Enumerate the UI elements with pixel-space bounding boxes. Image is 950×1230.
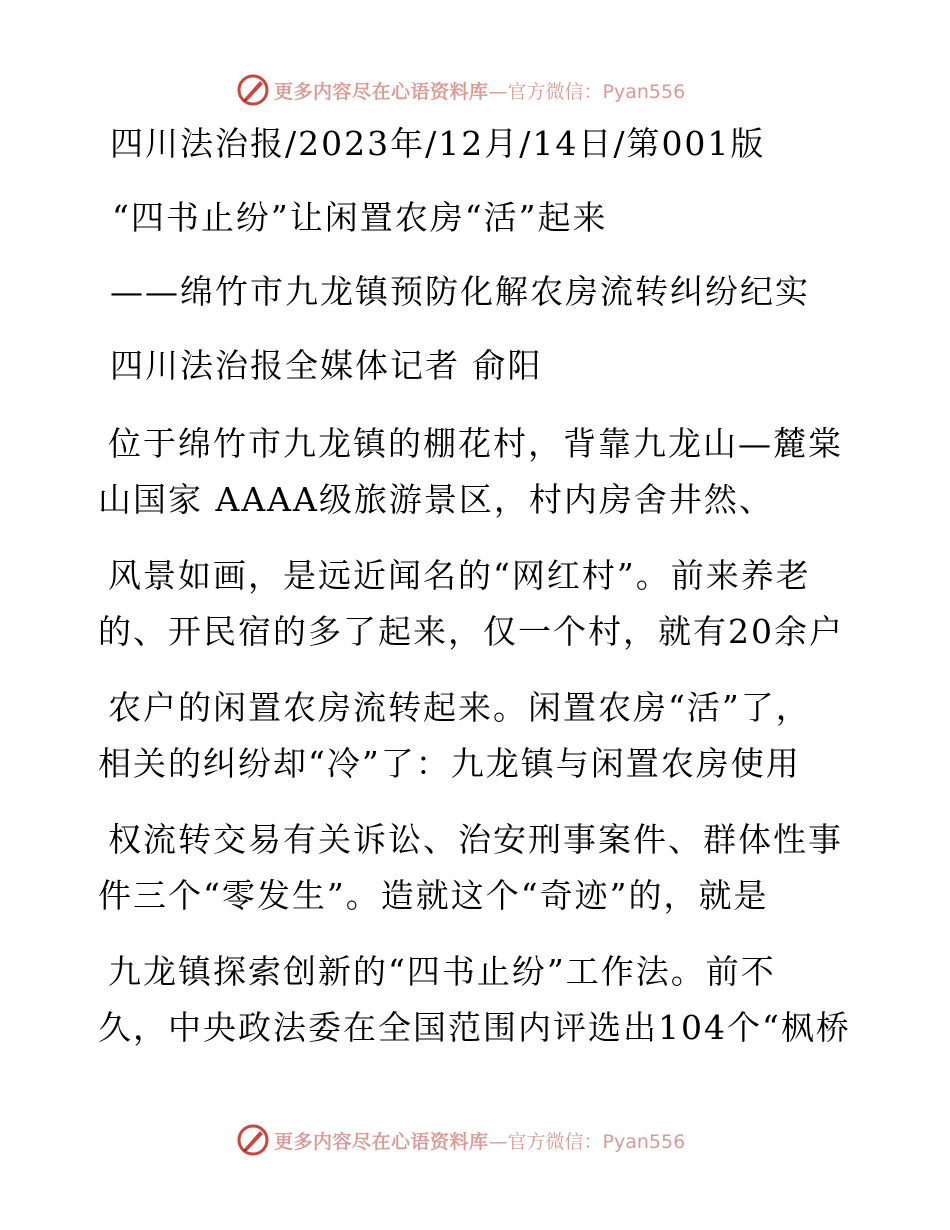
byline: 四川法治报全媒体记者 俞阳 <box>110 346 543 385</box>
body-line: 农户的闲置农房流转起来。闲置农房“活”了， <box>108 688 811 727</box>
body-line: 件三个“零发生”。造就这个“奇迹”的，就是 <box>98 876 769 915</box>
body-line: 风景如画，是远近闻名的“网红村”。前来养老 <box>108 556 811 595</box>
body-line: 位于绵竹市九龙镇的棚花村，背靠九龙山—麓棠 <box>108 424 843 463</box>
body-line: 的、开民宿的多了起来，仅一个村，就有20余户 <box>98 612 844 651</box>
dateline: 四川法治报/2023年/12月/14日/第001版 <box>110 124 766 163</box>
article-title: “四书止纷”让闲置农房“活”起来 <box>112 198 608 237</box>
body-line: 山国家 AAAA级旅游景区，村内房舍井然、 <box>98 480 774 519</box>
watermark-contact: —官方微信：Pyan556 <box>488 80 686 103</box>
article-subtitle: ——绵竹市九龙镇预防化解农房流转纠纷纪实 <box>110 272 810 311</box>
body-line: 久，中央政法委在全国范围内评选出104个“枫桥 <box>98 1008 851 1047</box>
quill-logo-icon <box>236 73 270 107</box>
watermark-contact: —官方微信：Pyan556 <box>488 1130 686 1153</box>
watermark-brand: 更多内容尽在心语资料库 <box>274 80 489 103</box>
body-line: 相关的纠纷却“冷”了：九龙镇与闲置农房使用 <box>98 744 801 783</box>
watermark-brand: 更多内容尽在心语资料库 <box>274 1130 489 1153</box>
watermark-bottom <box>236 1122 685 1158</box>
watermark-top <box>236 72 685 108</box>
body-line: 权流转交易有关诉讼、治安刑事案件、群体性事 <box>108 820 843 859</box>
quill-logo-icon <box>236 1123 270 1157</box>
body-line: 九龙镇探索创新的“四书止纷”工作法。前不 <box>108 952 776 991</box>
